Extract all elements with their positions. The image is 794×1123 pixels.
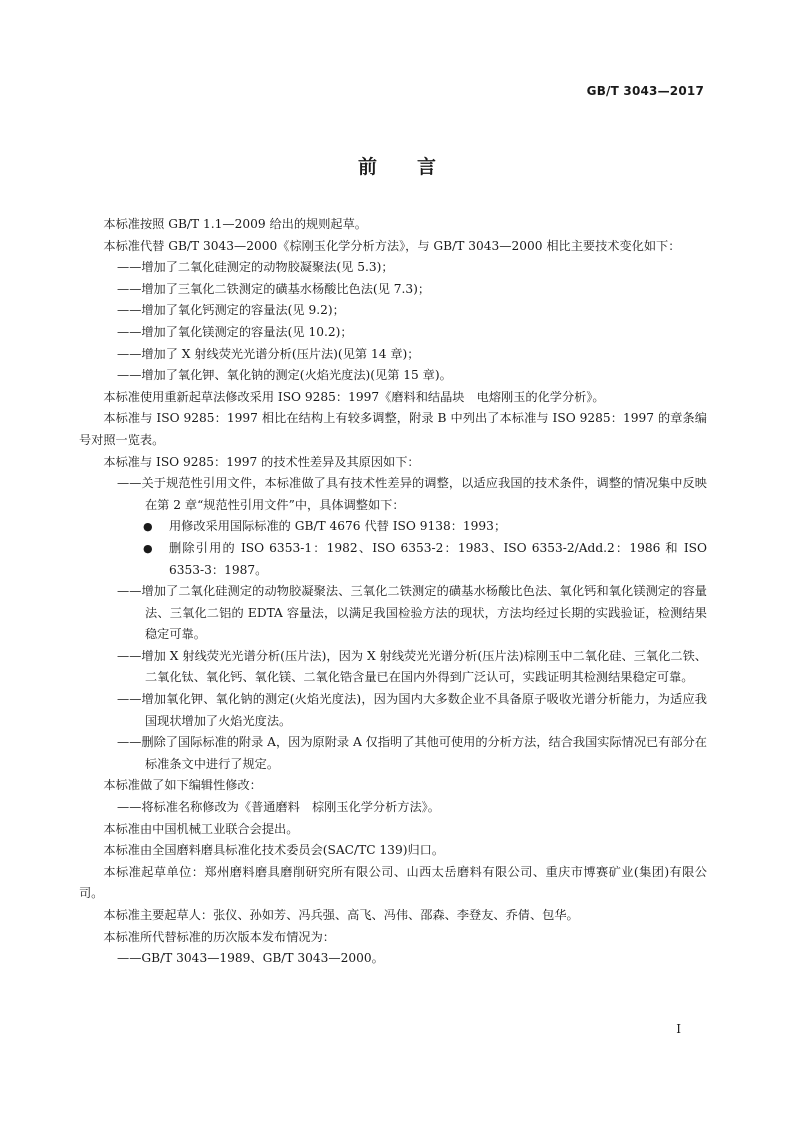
difference-item: ——增加氧化钾、氧化钠的测定(火焰光度法)，因为国内大多数企业不具备原子吸收光谱分析能力，为适应我国现状增加了火焰光度法。 [117,692,707,728]
paragraph: 本标准使用重新起草法修改采用 ISO 9285：1997《磨料和结晶块 电熔刚玉的化学分析》。 [103,389,605,404]
change-item: ——增加了三氧化二铁测定的磺基水杨酸比色法(见 7.3)； [117,281,431,296]
paragraph: 本标准与 ISO 9285：1997 相比在结构上有较多调整，附录 B 中列出了本标准与 ISO 9285：1997 的章条编号对照一览表。 [79,411,707,447]
paragraph: 本标准起草单位：郑州磨料磨具磨削研究所有限公司、山西太岳磨料有限公司、重庆市博赛矿业(集团)有限公司。 [79,864,707,901]
change-item: ——增加了氧化钙测定的容量法(见 9.2)； [117,303,345,318]
bullet-item [79,516,707,538]
paragraph: 本标准与 ISO 9285：1997 的技术性差异及其原因如下： [103,454,420,469]
bullet-text: 用修改采用国际标准的 GB/T 4676 代替 ISO 9138：1993； [169,519,507,534]
paragraph: 本标准所代替标准的历次版本发布情况为： [103,929,335,944]
bullet-item [79,538,707,581]
standard-code: GB/T 3043—2017 [586,84,704,98]
difference-item: ——增加了二氧化硅测定的动物胶凝聚法、三氧化二铁测定的磺基水杨酸比色法、氧化钙和氧化镁测定的容量法、三氧化二铝的 EDTA 容量法，以满足我国检验方法的现状，方法均经过长期的实践验证，检测结果稳定可靠。 [117,584,707,642]
editorial-item: ——将标准名称修改为《普通磨料 棕刚玉化学分析方法》。 [117,800,440,815]
difference-item: ——删除了国际标准的附录 A，因为原附录 A 仅指明了其他可使用的分析方法，结合我国实际情况已有部分在标准条文中进行了规定。 [117,735,707,771]
change-item: ——增加了二氧化硅测定的动物胶凝聚法(见 5.3)； [117,260,394,275]
paragraph: 本标准代替 GB/T 3043—2000《棕刚玉化学分析方法》，与 GB/T 3043—2000 相比主要技术变化如下： [103,238,681,253]
page-title: 前言 [357,156,476,178]
bullet-icon: ● [143,520,153,534]
difference-item: ——关于规范性引用文件，本标准做了具有技术性差异的调整，以适应我国的技术条件，调整的情况集中反映在第 2 章“规范性引用文件”中，具体调整如下： [117,476,707,512]
paragraph: 本标准主要起草人：张仪、孙如芳、冯兵强、高飞、冯伟、邵森、李登友、乔倩、包华。 [103,908,579,922]
paragraph: 本标准由中国机械工业联合会提出。 [103,821,299,836]
bullet-icon: ● [143,541,153,555]
paragraph: 本标准做了如下编辑性修改： [103,778,262,793]
page-number: I [676,1022,681,1036]
change-item: ——增加了氧化钾、氧化钠的测定(火焰光度法)(见第 15 章)。 [117,368,452,383]
history-item: ——GB/T 3043—1989、GB/T 3043—2000。 [117,951,384,966]
paragraph: 本标准由全国磨料磨具标准化技术委员会(SAC/TC 139)归口。 [103,843,445,858]
change-item: ——增加了 X 射线荧光光谱分析(压片法)(见第 14 章)； [117,346,420,361]
change-item: ——增加了氧化镁测定的容量法(见 10.2)； [117,324,353,339]
difference-item: ——增加 X 射线荧光光谱分析(压片法)，因为 X 射线荧光光谱分析(压片法)棕刚玉中二氧化硅、三氧化二铁、二氧化钛、氧化钙、氧化镁、二氧化锆含量已在国内外得到广泛认可，实践证明其检测结果稳定可靠。 [117,648,707,685]
paragraph: 本标准按照 GB/T 1.1—2009 给出的规则起草。 [103,217,367,231]
bullet-text: 删除引用的 ISO 6353-1：1982、ISO 6353-2：1983、ISO 6353-2/Add.2：1986 和 ISO 6353-3：1987。 [169,540,707,577]
document-body [79,214,707,970]
